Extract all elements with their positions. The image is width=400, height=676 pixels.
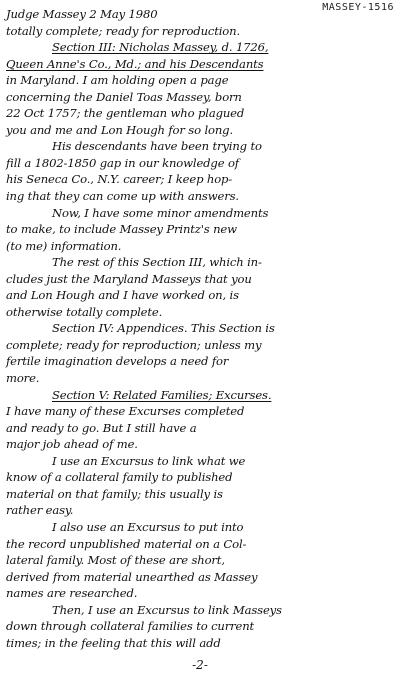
letter-line: His descendants have been trying to — [52, 139, 262, 154]
letter-line: ing that they can come up with answers. — [6, 189, 239, 204]
letter-line: I use an Excursus to link what we — [52, 453, 246, 468]
section-heading: Section III: Nicholas Massey, d. 1726, — [52, 40, 269, 55]
section-heading: Section V: Related Families; Excurses. — [52, 387, 272, 402]
letter-line: know of a collateral family to published — [6, 470, 233, 485]
letter-line: to make, to include Massey Printz's new — [6, 222, 237, 237]
letter-line: cludes just the Maryland Masseys that you — [6, 271, 252, 286]
letter-line: complete; ready for reproduction; unless my — [6, 337, 262, 352]
letter-line: in Maryland. I am holding open a page — [6, 73, 229, 88]
letter-line: (to me) information. — [6, 238, 122, 253]
section-heading: Queen Anne's Co., Md.; and his Descendants — [6, 56, 264, 71]
letter-line: Then, I use an Excursus to link Masseys — [52, 602, 282, 617]
letter-line: 22 Oct 1757; the gentleman who plagued — [6, 106, 245, 121]
section-heading: Section IV: Appendices. This Section is — [52, 321, 275, 336]
letter-line: names are researched. — [6, 586, 138, 601]
letter-line: his Seneca Co., N.Y. career; I keep hop- — [6, 172, 233, 187]
letter-line: and ready to go. But I still have a — [6, 420, 197, 435]
letter-line: The rest of this Section III, which in- — [52, 255, 262, 270]
letter-line: more. — [6, 371, 40, 386]
letter-line: lateral family. Most of these are short, — [6, 553, 225, 568]
letter-line: Now, I have some minor amendments — [52, 205, 269, 220]
letter-line: Judge Massey 2 May 1980 — [6, 7, 158, 21]
letter-line: I also use an Excursus to put into — [52, 519, 244, 534]
letter-line: down through collateral families to current — [6, 619, 255, 634]
letter-line: rather easy. — [6, 503, 74, 518]
letter-line: you and me and Lon Hough for so long. — [6, 122, 233, 137]
letter-line: I have many of these Excurses completed — [6, 404, 245, 419]
letter-line: times; in the feeling that this will add — [6, 635, 221, 650]
letter-line: concerning the Daniel Toas Massey, born — [6, 89, 242, 104]
page-number: -2- — [192, 658, 208, 672]
letter-line: major job ahead of me. — [6, 437, 138, 452]
letter-line: fill a 1802-1850 gap in our knowledge of — [6, 155, 239, 170]
letter-line: totally complete; ready for reproduction. — [6, 23, 240, 38]
letter-line: fertile imagination develops a need for — [6, 354, 229, 369]
letter-line: and Lon Hough and I have worked on, is — [6, 288, 239, 303]
letter-line: otherwise totally complete. — [6, 304, 163, 319]
letter-line: material on that family; this usually is — [6, 486, 223, 501]
archive-stamp: MASSEY-1516 — [322, 2, 394, 13]
letter-line: the record unpublished material on a Col- — [6, 536, 247, 551]
letter-line: derived from material unearthed as Massey — [6, 569, 258, 584]
